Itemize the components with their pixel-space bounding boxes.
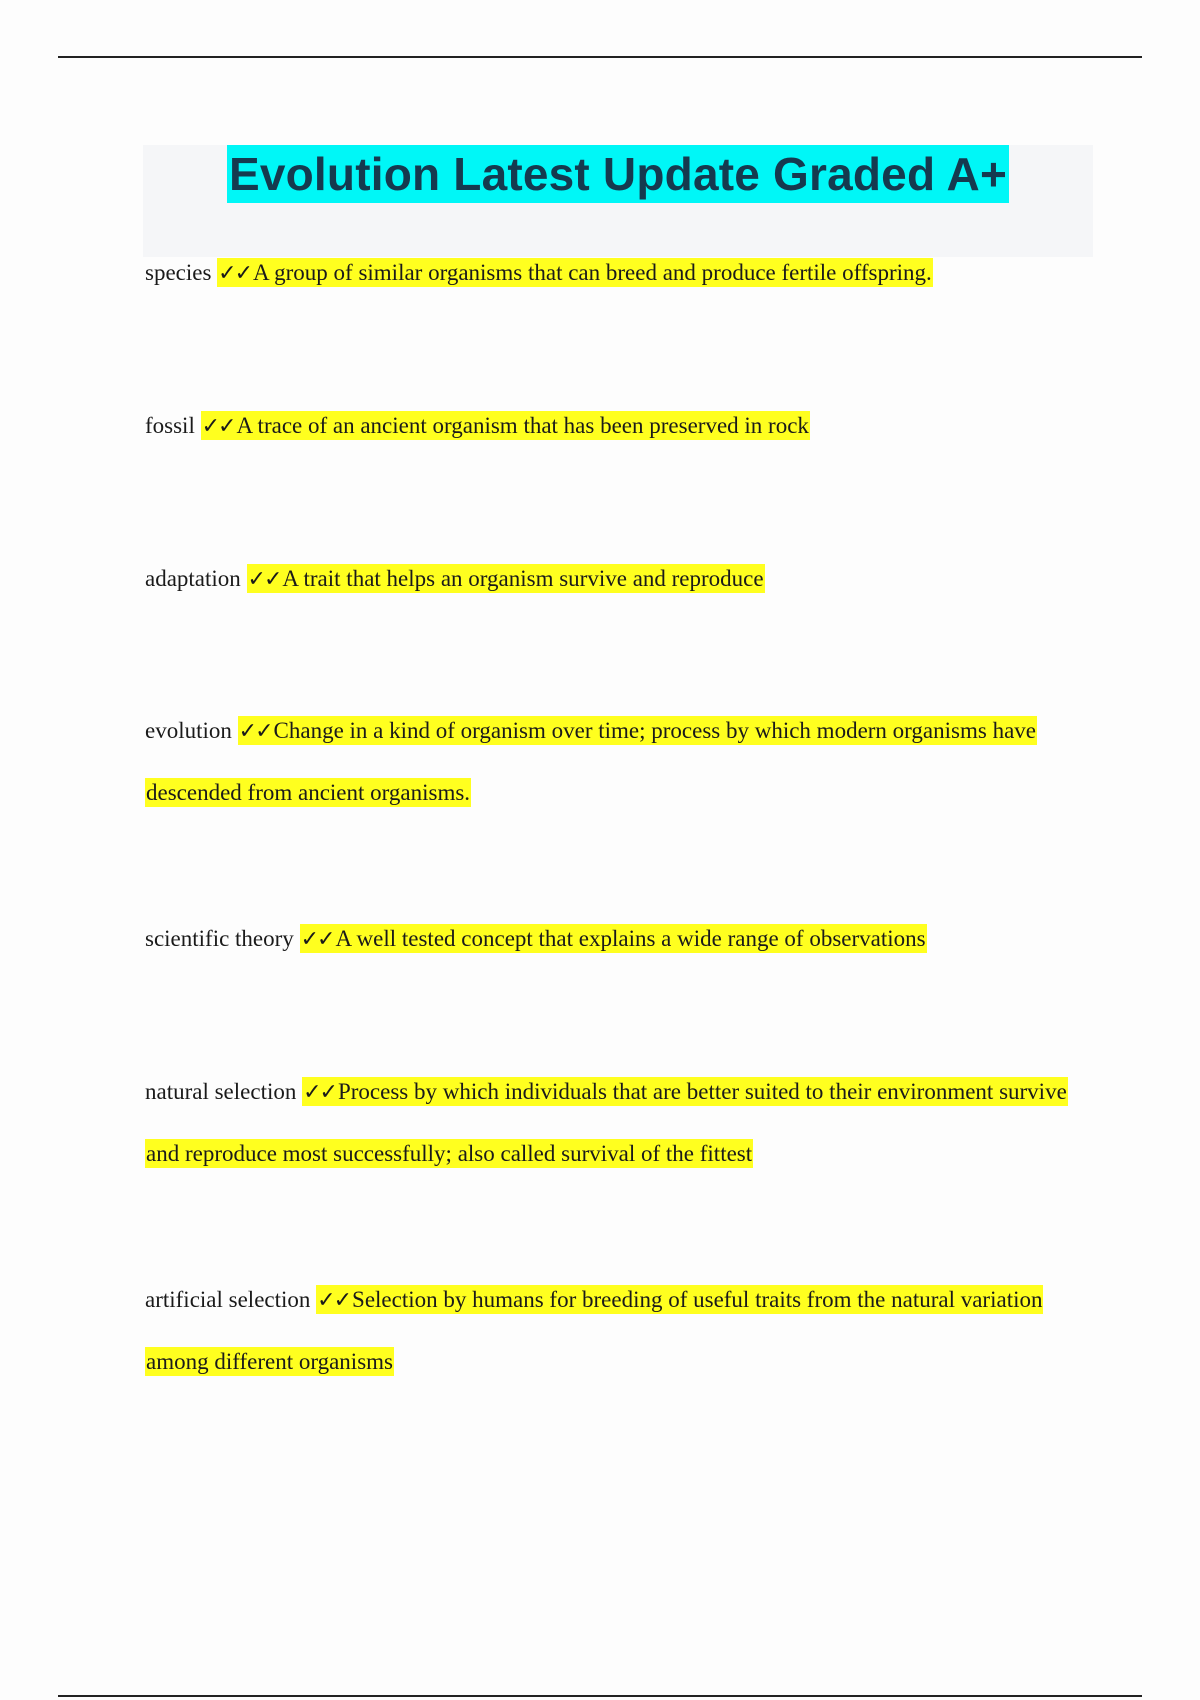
entry-term: evolution <box>145 718 232 743</box>
entry-scientific-theory <box>145 908 1105 970</box>
entry-fossil <box>145 395 1105 457</box>
entry-definition: A well tested concept that explains a wide range of observations <box>335 926 926 951</box>
entry-definition-highlight <box>247 564 765 593</box>
double-check-icon: ✓✓ <box>238 719 272 744</box>
double-check-icon: ✓✓ <box>218 261 252 286</box>
entry-definition: Selection by humans for breeding of useful traits from the natural variation among different organisms <box>146 1287 1043 1374</box>
double-check-icon: ✓✓ <box>201 414 235 439</box>
double-check-icon: ✓✓ <box>303 1080 336 1105</box>
double-check-icon: ✓✓ <box>317 1288 351 1313</box>
entry-term: artificial selection <box>145 1287 311 1312</box>
entry-term: fossil <box>145 413 195 438</box>
entry-artificial-selection <box>145 1269 1105 1392</box>
entry-definition-highlight <box>201 411 810 440</box>
entry-term: scientific theory <box>145 926 294 951</box>
entry-evolution <box>145 700 1105 823</box>
entry-definition: A trace of an ancient organism that has been preserved in rock <box>236 413 809 438</box>
entry-species <box>145 242 1105 304</box>
double-check-icon: ✓✓ <box>300 927 334 952</box>
entry-definition: Change in a kind of organism over time; process by which modern organisms have descended from ancient organisms. <box>146 718 1036 805</box>
entry-natural-selection <box>145 1061 1105 1184</box>
entry-term: adaptation <box>145 566 241 591</box>
entry-adaptation <box>145 548 1105 610</box>
top-rule <box>58 56 1142 58</box>
entry-definition: A trait that helps an organism survive and reproduce <box>282 566 764 591</box>
entry-definition-highlight <box>300 924 927 953</box>
entry-definition: Process by which individuals that are better suited to their environment survive and reproduce most successfully; also called survival of the fittest <box>146 1079 1067 1166</box>
entry-definition-highlight <box>217 258 933 287</box>
page-title: Evolution Latest Update Graded A+ <box>227 145 1009 203</box>
entry-term: natural selection <box>145 1079 297 1104</box>
bottom-rule <box>58 1695 1142 1697</box>
entry-definition-highlight <box>145 716 1037 807</box>
title-block <box>143 145 1093 257</box>
double-check-icon: ✓✓ <box>247 567 281 592</box>
entry-definition: A group of similar organisms that can breed and produce fertile offspring. <box>253 260 932 285</box>
entry-term: species <box>145 260 212 285</box>
